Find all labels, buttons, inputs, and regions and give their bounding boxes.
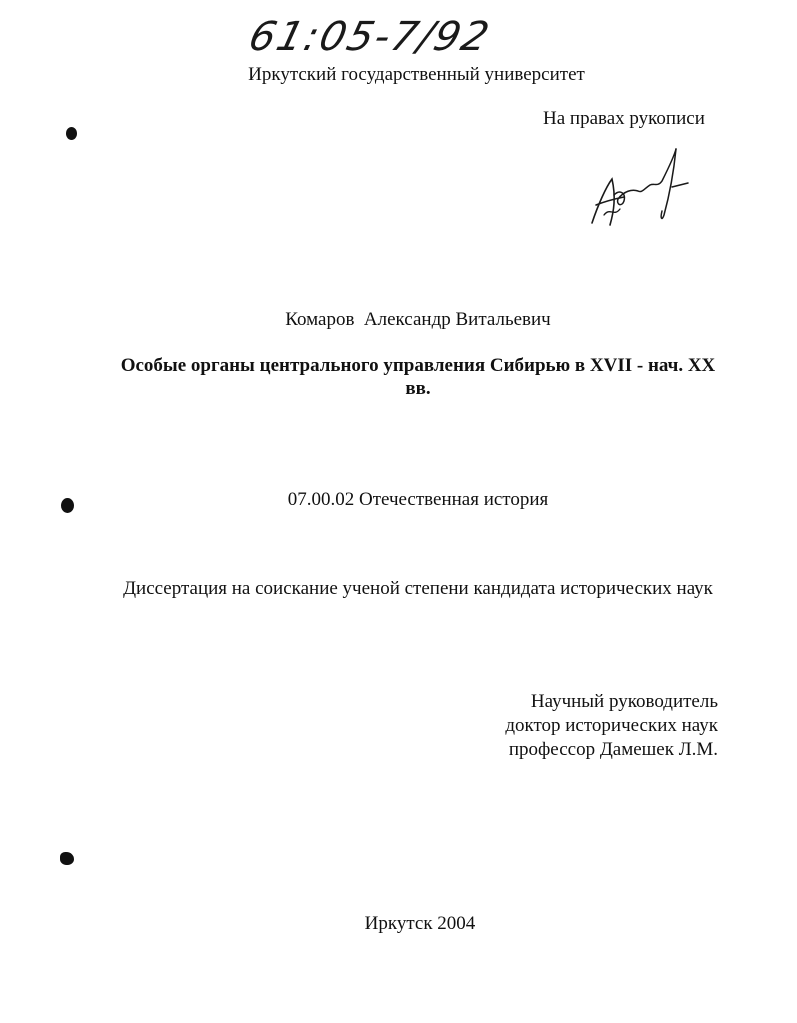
author-name: Комаров Александр Витальевич [285,309,551,330]
university-name: Иркутский государственный университет [248,64,585,85]
signature [584,145,694,235]
degree-statement: Диссертация на соискание ученой степени кандидата исторических наук [123,578,713,599]
supervisor-role: Научный руководитель [530,691,718,712]
punch-hole-mark [60,852,74,865]
punch-hole-mark [61,498,74,513]
supervisor-block [420,690,718,762]
supervisor-degree: доктор исторических наук [505,715,718,736]
supervisor-name: профессор Дамешек Л.М. [508,739,718,760]
city-year: Иркутск 2004 [364,913,476,934]
archive-number: 61:05-7/92 [244,14,496,60]
dissertation-title: Особые органы центрального управления Сибирью в XVII - нач. XX вв. [120,355,716,399]
punch-hole-mark [66,127,77,140]
specialty-code: 07.00.02 Отечественная история [287,489,549,510]
rights-notice: На правах рукописи [543,108,705,129]
